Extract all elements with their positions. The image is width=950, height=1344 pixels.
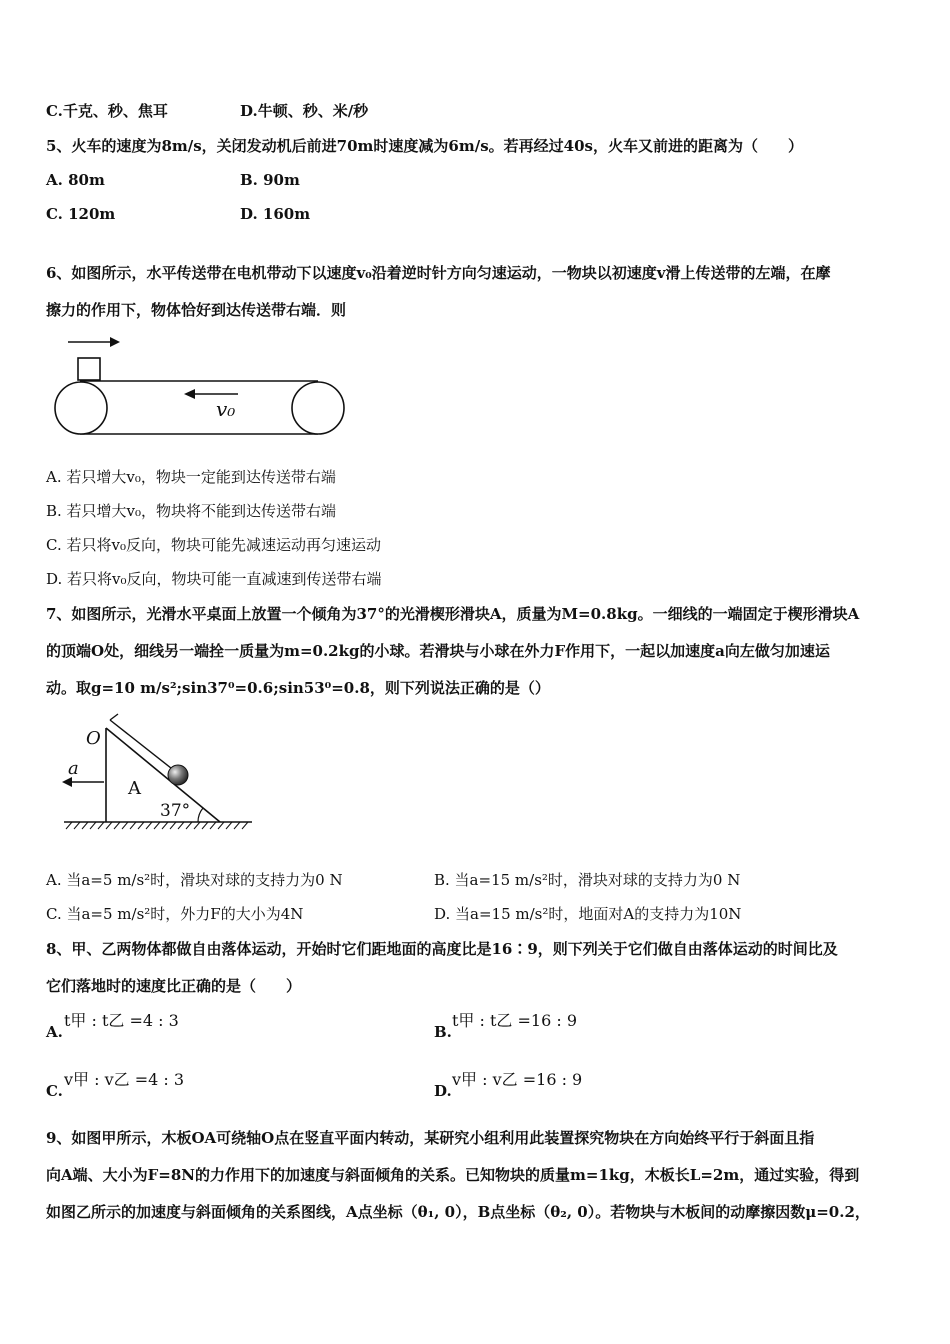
q8-option-b-expr: t甲 : t乙 =16 : 9 (452, 1011, 578, 1030)
q6-option-d: D. 若只将v₀反向，物块可能一直减速到传送带右端 (46, 570, 382, 588)
q9-stem-line3: 如图乙所示的加速度与斜面倾角的关系图线，A点坐标（θ₁, 0），B点坐标（θ₂, 0）。若物块与木板间的动摩擦因数μ=0.2， (46, 1203, 870, 1221)
q5-option-c: C. 120m (46, 205, 116, 223)
q4-option-d: D.牛顿、秒、米/秒 (240, 102, 369, 120)
q6-option-a: A. 若只增大v₀，物块一定能到达传送带右端 (46, 468, 336, 486)
q5-stem: 5、火车的速度为8m/s，关闭发动机后前进70m时速度减为6m/s。若再经过40s，火车又前进的距离为（ ） (46, 137, 803, 155)
q5-option-b: B. 90m (240, 171, 300, 189)
point-o-label: O (86, 728, 101, 749)
q8-option-b-letter: B. (434, 1023, 452, 1041)
angle-label: 37° (160, 801, 191, 821)
q8-option-a-letter: A. (46, 1023, 63, 1041)
q7-stem-line2: 的顶端O处，细线另一端拴一质量为m=0.2kg的小球。若滑块与小球在外力F作用下，一起以加速度a向左做匀加速运 (46, 642, 830, 660)
q7-option-c: C. 当a=5 m/s²时，外力F的大小为4N (46, 905, 304, 923)
q6-stem-line1: 6、如图所示，水平传送带在电机带动下以速度v₀沿着逆时针方向匀速运动，一物块以初速度v滑上传送带的左端，在摩 (46, 264, 831, 282)
q8-option-d-expr: v甲 : v乙 =16 : 9 (452, 1070, 583, 1089)
q7-option-b: B. 当a=15 m/s²时，滑块对球的支持力为0 N (434, 871, 741, 889)
wedge-a-label: A (128, 778, 141, 799)
q8-option-c-expr: v甲 : v乙 =4 : 3 (64, 1070, 185, 1089)
q5-option-a: A. 80m (46, 171, 105, 189)
v0-label: v₀ (216, 397, 236, 421)
q7-stem-line1: 7、如图所示，光滑水平桌面上放置一个倾角为37°的光滑楔形滑块A，质量为M=0.8kg。一细线的一端固定于楔形滑块A (46, 605, 860, 623)
accel-label: a (68, 758, 79, 779)
q8-option-c-letter: C. (46, 1082, 63, 1100)
q8-option-d-letter: D. (434, 1082, 452, 1100)
q8-stem-line2: 它们落地时的速度比正确的是（ ） (46, 977, 302, 995)
q5-option-d: D. 160m (240, 205, 311, 223)
q9-stem-line1: 9、如图甲所示，木板OA可绕轴O点在竖直平面内转动，某研究小组利用此装置探究物块在方向始终平行于斜面且指 (46, 1129, 815, 1147)
q6-option-c: C. 若只将v₀反向，物块可能先减速运动再匀速运动 (46, 536, 381, 554)
q6-stem-line2: 擦力的作用下，物体恰好到达传送带右端．则 (46, 301, 347, 319)
q8-stem-line1: 8、甲、乙两物体都做自由落体运动，开始时它们距地面的高度比是16∶9，则下列关于它们做自由落体运动的时间比及 (46, 940, 838, 958)
q4-option-c: C.千克、秒、焦耳 (46, 102, 168, 120)
q7-option-d: D. 当a=15 m/s²时，地面对A的支持力为10N (434, 905, 742, 923)
conveyor-belt-figure (50, 330, 350, 442)
wedge-figure (58, 712, 258, 834)
q7-option-a: A. 当a=5 m/s²时，滑块对球的支持力为0 N (46, 871, 343, 889)
q8-option-a-expr: t甲 : t乙 =4 : 3 (64, 1011, 179, 1030)
q6-option-b: B. 若只增大v₀，物块将不能到达传送带右端 (46, 502, 337, 520)
q7-stem-line3: 动。取g=10 m/s²;sin37⁰=0.6;sin53⁰=0.8，则下列说法正确的是（） (46, 679, 550, 697)
q9-stem-line2: 向A端、大小为F=8N的力作用下的加速度与斜面倾角的关系。已知物块的质量m=1kg，木板长L=2m，通过实验，得到 (46, 1166, 860, 1184)
